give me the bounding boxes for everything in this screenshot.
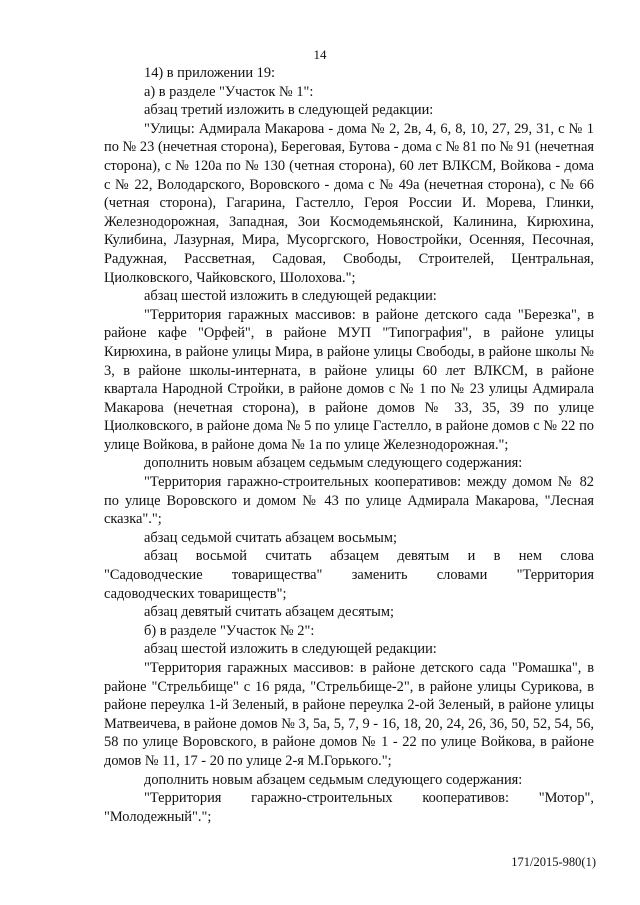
document-code: 171/2015-980(1) <box>511 855 596 869</box>
renumber-8-to-9-line1: абзац восьмой считать абзацем девятым и в нем слова <box>144 548 594 565</box>
instruction-paragraph-6-b: абзац шестой изложить в следующей редакции: <box>144 641 437 658</box>
instruction-paragraph-3: абзац третий изложить в следующей редакции: <box>144 102 434 119</box>
cooperatives-paragraph-2-line2: "Молодежный"."; <box>104 808 212 825</box>
renumber-8-to-9-line2: "Садоводческие товарищества" заменить словами "Территория <box>104 567 594 584</box>
instruction-add-paragraph-7-b: дополнить новым абзацем седьмым следующего содержания: <box>144 771 523 788</box>
section-b-heading: б) в разделе "Участок № 2": <box>144 622 315 639</box>
garages-paragraph-2: "Территория гаражных массивов: в районе детского сада "Ромашка", в районе "Стрельбище" с 16 ряда, "Стрельбище-2", в районе улицы Сурикова, в районе переулка 1-й Зеленый, в районе переулка 2-ой Зеленый, в районе улицы Матвеичева, в районе домов № 3, 5а, 5, 7, 9 - 16, 18, 20, 24, 26, 36, 50, 52, 54, 56, 58 по улице Воровского, в районе домов № 1 - 22 по улице Войкова, в районе домов № 11, 17 - 20 по улице 2-я М.Горького."; <box>104 660 594 769</box>
renumber-8-to-9-line3: садоводческих товариществ"; <box>104 585 287 602</box>
document-body <box>104 64 594 826</box>
section-a-heading: а) в разделе "Участок № 1": <box>144 83 314 100</box>
instruction-add-paragraph-7: дополнить новым абзацем седьмым следующего содержания: <box>144 455 523 472</box>
cooperatives-paragraph-1: "Территория гаражно-строительных кооперативов: между домом № 82 по улице Воровского и домом № 43 по улице Адмирала Макарова, "Лесная сказка"."; <box>104 474 594 528</box>
garages-paragraph-1: "Территория гаражных массивов: в районе детского сада "Березка", в районе кафе "Орфей", в районе МУП "Типография", в районе улицы Кирюхина, в районе улицы Мира, в районе улицы Свободы, в районе школы № 3, в районе школы-интерната, в районе улицы 60 лет ВЛКСМ, в районе квартала Народной Стройки, в районе домов с № 1 по № 23 улицы Адмирала Макарова (нечетная сторона), в районе домов № 33, 35, 39 по улице Циолковского, в районе дома № 5 по улице Гастелло, в районе домов с № 22 по улице Войкова, в районе дома № 1а по улице Железнодорожная."; <box>104 306 594 453</box>
streets-paragraph: "Улицы: Адмирала Макарова - дома № 2, 2в, 4, 6, 8, 10, 27, 29, 31, с № 1 по № 23 (нечетная сторона), Береговая, Бутова - дома с № 81 по № 91 (нечетная сторона), с № 120а по № 130 (четная сторона), 60 лет ВЛКСМ, Войкова - дома с № 22, Володарского, Воровского - дома с № 49а (нечетная сторона), с № 66 (четная сторона), Гагарина, Гастелло, Героя России И. Морева, Глинки, Железнодорожная, Западная, Зои Космодемьянской, Калинина, Кирюхина, Кулибина, Лазурная, Мира, Мусоргского, Новостройки, Осенняя, Песочная, Радужная, Рассветная, Садовая, Свободы, Строителей, Центральная, Циолковского, Чайковского, Шолохова."; <box>104 120 594 286</box>
renumber-9-to-10: абзац девятый считать абзацем десятым; <box>144 604 394 621</box>
renumber-7-to-8: абзац седьмой считать абзацем восьмым; <box>144 529 397 546</box>
cooperatives-paragraph-2-line1: "Территория гаражно-строительных кооперативов: "Мотор", <box>144 790 594 807</box>
item-14-heading: 14) в приложении 19: <box>144 65 276 81</box>
instruction-paragraph-6: абзац шестой изложить в следующей редакции: <box>144 288 437 305</box>
page-number: 14 <box>313 47 327 62</box>
